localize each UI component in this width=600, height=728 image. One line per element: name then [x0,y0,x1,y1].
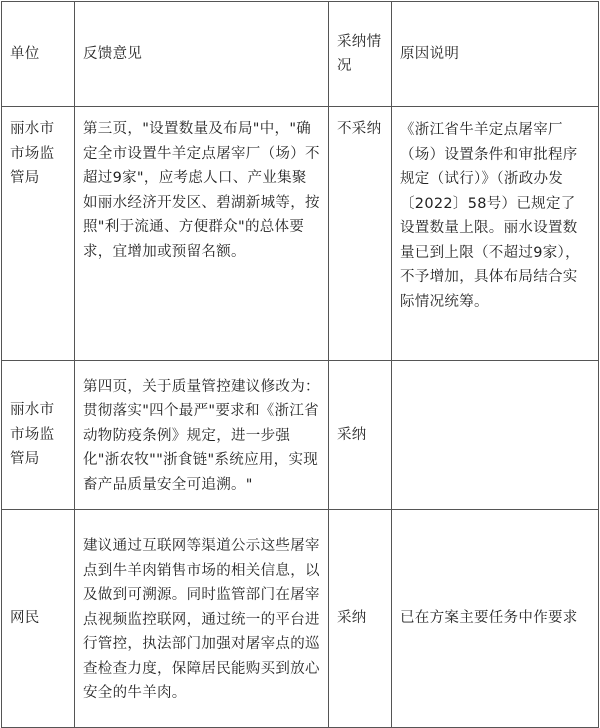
unit-cell: 丽水市市场监管局 [2,107,75,361]
reason-cell: 《浙江省牛羊定点屠宰厂（场）设置条件和审批程序规定（试行）》（浙政办发〔2022〕58号）已规定了设置数量上限。丽水设置数量已到上限（不超过9家），不予增加，具体布局结合实际情况统筹。 [392,107,599,361]
table-header-row [2,2,599,107]
table-row [2,361,599,510]
header-unit: 单位 [2,2,75,107]
feedback-cell: 第三页，"设置数量及布局"中，"确定全市设置牛羊定点屠宰厂（场）不超过9家"，应考虑人口、产业集聚如丽水经济开发区、碧湖新城等，按照"利于流通、方便群众"的总体要求，宜增加或预留名额。 [75,107,329,361]
header-adoption: 采纳情况 [329,2,392,107]
feedback-cell: 第四页，关于质量管控建议修改为：贯彻落实"四个最严"要求和《浙江省动物防疫条例》规定，进一步强化"浙农牧""浙食链"系统应用，实现畜产品质量安全可追溯。" [75,361,329,510]
table-row [2,107,599,361]
adoption-cell: 不采纳 [329,107,392,361]
feedback-table [1,1,599,728]
header-feedback: 反馈意见 [75,2,329,107]
header-reason: 原因说明 [392,2,599,107]
unit-cell: 丽水市市场监管局 [2,361,75,510]
reason-cell: 已在方案主要任务中作要求 [392,510,599,728]
table-row [2,510,599,728]
adoption-cell: 采纳 [329,361,392,510]
reason-cell [392,361,599,510]
unit-cell: 网民 [2,510,75,728]
feedback-cell: 建议通过互联网等渠道公示这些屠宰点到牛羊肉销售市场的相关信息，以及做到可溯源。同时监管部门在屠宰点视频监控联网，通过统一的平台进行管控，执法部门加强对屠宰点的巡查检查力度，保障居民能购买到放心安全的牛羊肉。 [75,510,329,728]
adoption-cell: 采纳 [329,510,392,728]
